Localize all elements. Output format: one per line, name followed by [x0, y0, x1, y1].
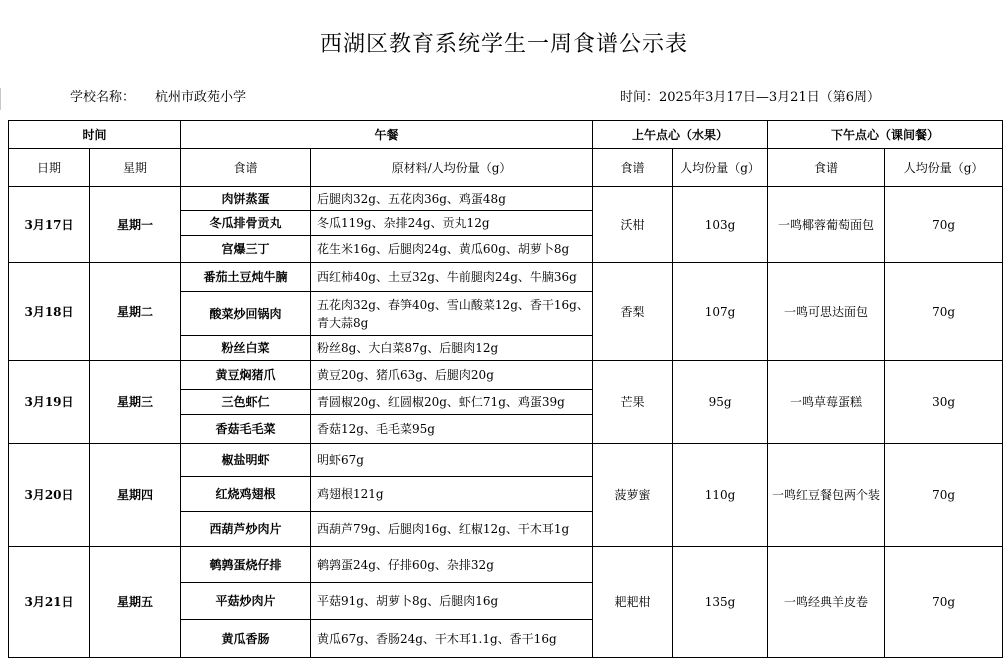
fruit-qty: 103g — [673, 187, 768, 263]
dish-name: 香菇毛毛菜 — [181, 415, 311, 444]
snack-name: 一鸣可思达面包 — [768, 263, 885, 361]
day-date: 3月18日 — [9, 263, 90, 361]
dish-name: 黄豆焖猪爪 — [181, 361, 311, 390]
school-name: 杭州市政苑小学 — [155, 90, 247, 105]
dish-ingredients: 西红柿40g、土豆32g、牛前腿肉24g、牛腩36g — [311, 263, 593, 292]
dish-name: 鹌鹑蛋烧仔排 — [181, 547, 311, 583]
snack-name: 一鸣经典羊皮卷 — [768, 547, 885, 658]
day-weekday: 星期二 — [90, 263, 181, 361]
snack-name: 一鸣红豆餐包两个装 — [768, 444, 885, 547]
dish-ingredients: 西葫芦79g、后腿肉16g、红椒12g、干木耳1g — [311, 512, 593, 547]
header-time: 时间 — [9, 121, 181, 149]
day-date: 3月20日 — [9, 444, 90, 547]
dish-ingredients: 冬瓜119g、杂排24g、贡丸12g — [311, 211, 593, 236]
header-am-item: 食谱 — [593, 149, 673, 187]
dish-name: 肉饼蒸蛋 — [181, 187, 311, 211]
snack-qty: 30g — [885, 361, 1003, 444]
header-am-snack: 上午点心（水果） — [593, 121, 768, 149]
header-weekday: 星期 — [90, 149, 181, 187]
dish-ingredients: 黄瓜67g、香肠24g、干木耳1.1g、香干16g — [311, 620, 593, 658]
dish-ingredients: 粉丝8g、大白菜87g、后腿肉12g — [311, 336, 593, 361]
edge-marker — [0, 88, 3, 110]
day-date: 3月21日 — [9, 547, 90, 658]
dish-name: 粉丝白菜 — [181, 336, 311, 361]
day-date: 3月19日 — [9, 361, 90, 444]
date-range: 时间：2025年3月17日—3月21日（第6周） — [620, 90, 880, 105]
fruit-qty: 110g — [673, 444, 768, 547]
day-date: 3月17日 — [9, 187, 90, 263]
fruit-name: 沃柑 — [593, 187, 673, 263]
dish-ingredients: 黄豆20g、猪爪63g、后腿肉20g — [311, 361, 593, 390]
dish-name: 平菇炒肉片 — [181, 583, 311, 620]
snack-name: 一鸣草莓蛋糕 — [768, 361, 885, 444]
dish-name: 红烧鸡翅根 — [181, 477, 311, 512]
header-pm-qty: 人均份量（g） — [885, 149, 1003, 187]
day-weekday: 星期一 — [90, 187, 181, 263]
day-weekday: 星期四 — [90, 444, 181, 547]
header-row-1 — [9, 121, 1003, 149]
fruit-qty: 107g — [673, 263, 768, 361]
fruit-qty: 135g — [673, 547, 768, 658]
weekly-menu-table — [8, 120, 1003, 658]
dish-name: 宫爆三丁 — [181, 236, 311, 263]
dish-ingredients: 花生米16g、后腿肉24g、黄瓜60g、胡萝卜8g — [311, 236, 593, 263]
snack-qty: 70g — [885, 547, 1003, 658]
day-weekday: 星期三 — [90, 361, 181, 444]
snack-qty: 70g — [885, 187, 1003, 263]
table-row — [9, 361, 1003, 390]
header-row-2 — [9, 149, 1003, 187]
dish-ingredients: 鸡翅根121g — [311, 477, 593, 512]
page-title: 西湖区教育系统学生一周食谱公示表 — [319, 32, 688, 57]
fruit-name: 耙耙柑 — [593, 547, 673, 658]
header-pm-item: 食谱 — [768, 149, 885, 187]
dish-ingredients: 后腿肉32g、五花肉36g、鸡蛋48g — [311, 187, 593, 211]
header-date: 日期 — [9, 149, 90, 187]
dish-ingredients: 五花肉32g、春笋40g、雪山酸菜12g、香干16g、青大蒜8g — [311, 292, 593, 336]
dish-name: 冬瓜排骨贡丸 — [181, 211, 311, 236]
header-pm-snack: 下午点心（课间餐） — [768, 121, 1003, 149]
fruit-name: 菠萝蜜 — [593, 444, 673, 547]
dish-name: 三色虾仁 — [181, 390, 311, 415]
school-label: 学校名称： — [70, 90, 136, 105]
dish-ingredients: 鹌鹑蛋24g、仔排60g、杂排32g — [311, 547, 593, 583]
header-am-qty: 人均份量（g） — [673, 149, 768, 187]
table-row — [9, 444, 1003, 477]
snack-name: 一鸣椰蓉葡萄面包 — [768, 187, 885, 263]
dish-ingredients: 青圆椒20g、红圆椒20g、虾仁71g、鸡蛋39g — [311, 390, 593, 415]
table-row — [9, 263, 1003, 292]
fruit-qty: 95g — [673, 361, 768, 444]
dish-ingredients: 明虾67g — [311, 444, 593, 477]
dish-ingredients: 香菇12g、毛毛菜95g — [311, 415, 593, 444]
school-info — [70, 86, 246, 105]
dish-name: 西葫芦炒肉片 — [181, 512, 311, 547]
snack-qty: 70g — [885, 263, 1003, 361]
snack-qty: 70g — [885, 444, 1003, 547]
header-ingredients: 原材料/人均份量（g） — [311, 149, 593, 187]
dish-name: 酸菜炒回锅肉 — [181, 292, 311, 336]
table-row — [9, 187, 1003, 211]
fruit-name: 香梨 — [593, 263, 673, 361]
fruit-name: 芒果 — [593, 361, 673, 444]
dish-name: 黄瓜香肠 — [181, 620, 311, 658]
header-lunch: 午餐 — [181, 121, 593, 149]
dish-name: 椒盐明虾 — [181, 444, 311, 477]
day-weekday: 星期五 — [90, 547, 181, 658]
dish-ingredients: 平菇91g、胡萝卜8g、后腿肉16g — [311, 583, 593, 620]
header-dish: 食谱 — [181, 149, 311, 187]
table-row — [9, 547, 1003, 583]
dish-name: 番茄土豆炖牛腩 — [181, 263, 311, 292]
